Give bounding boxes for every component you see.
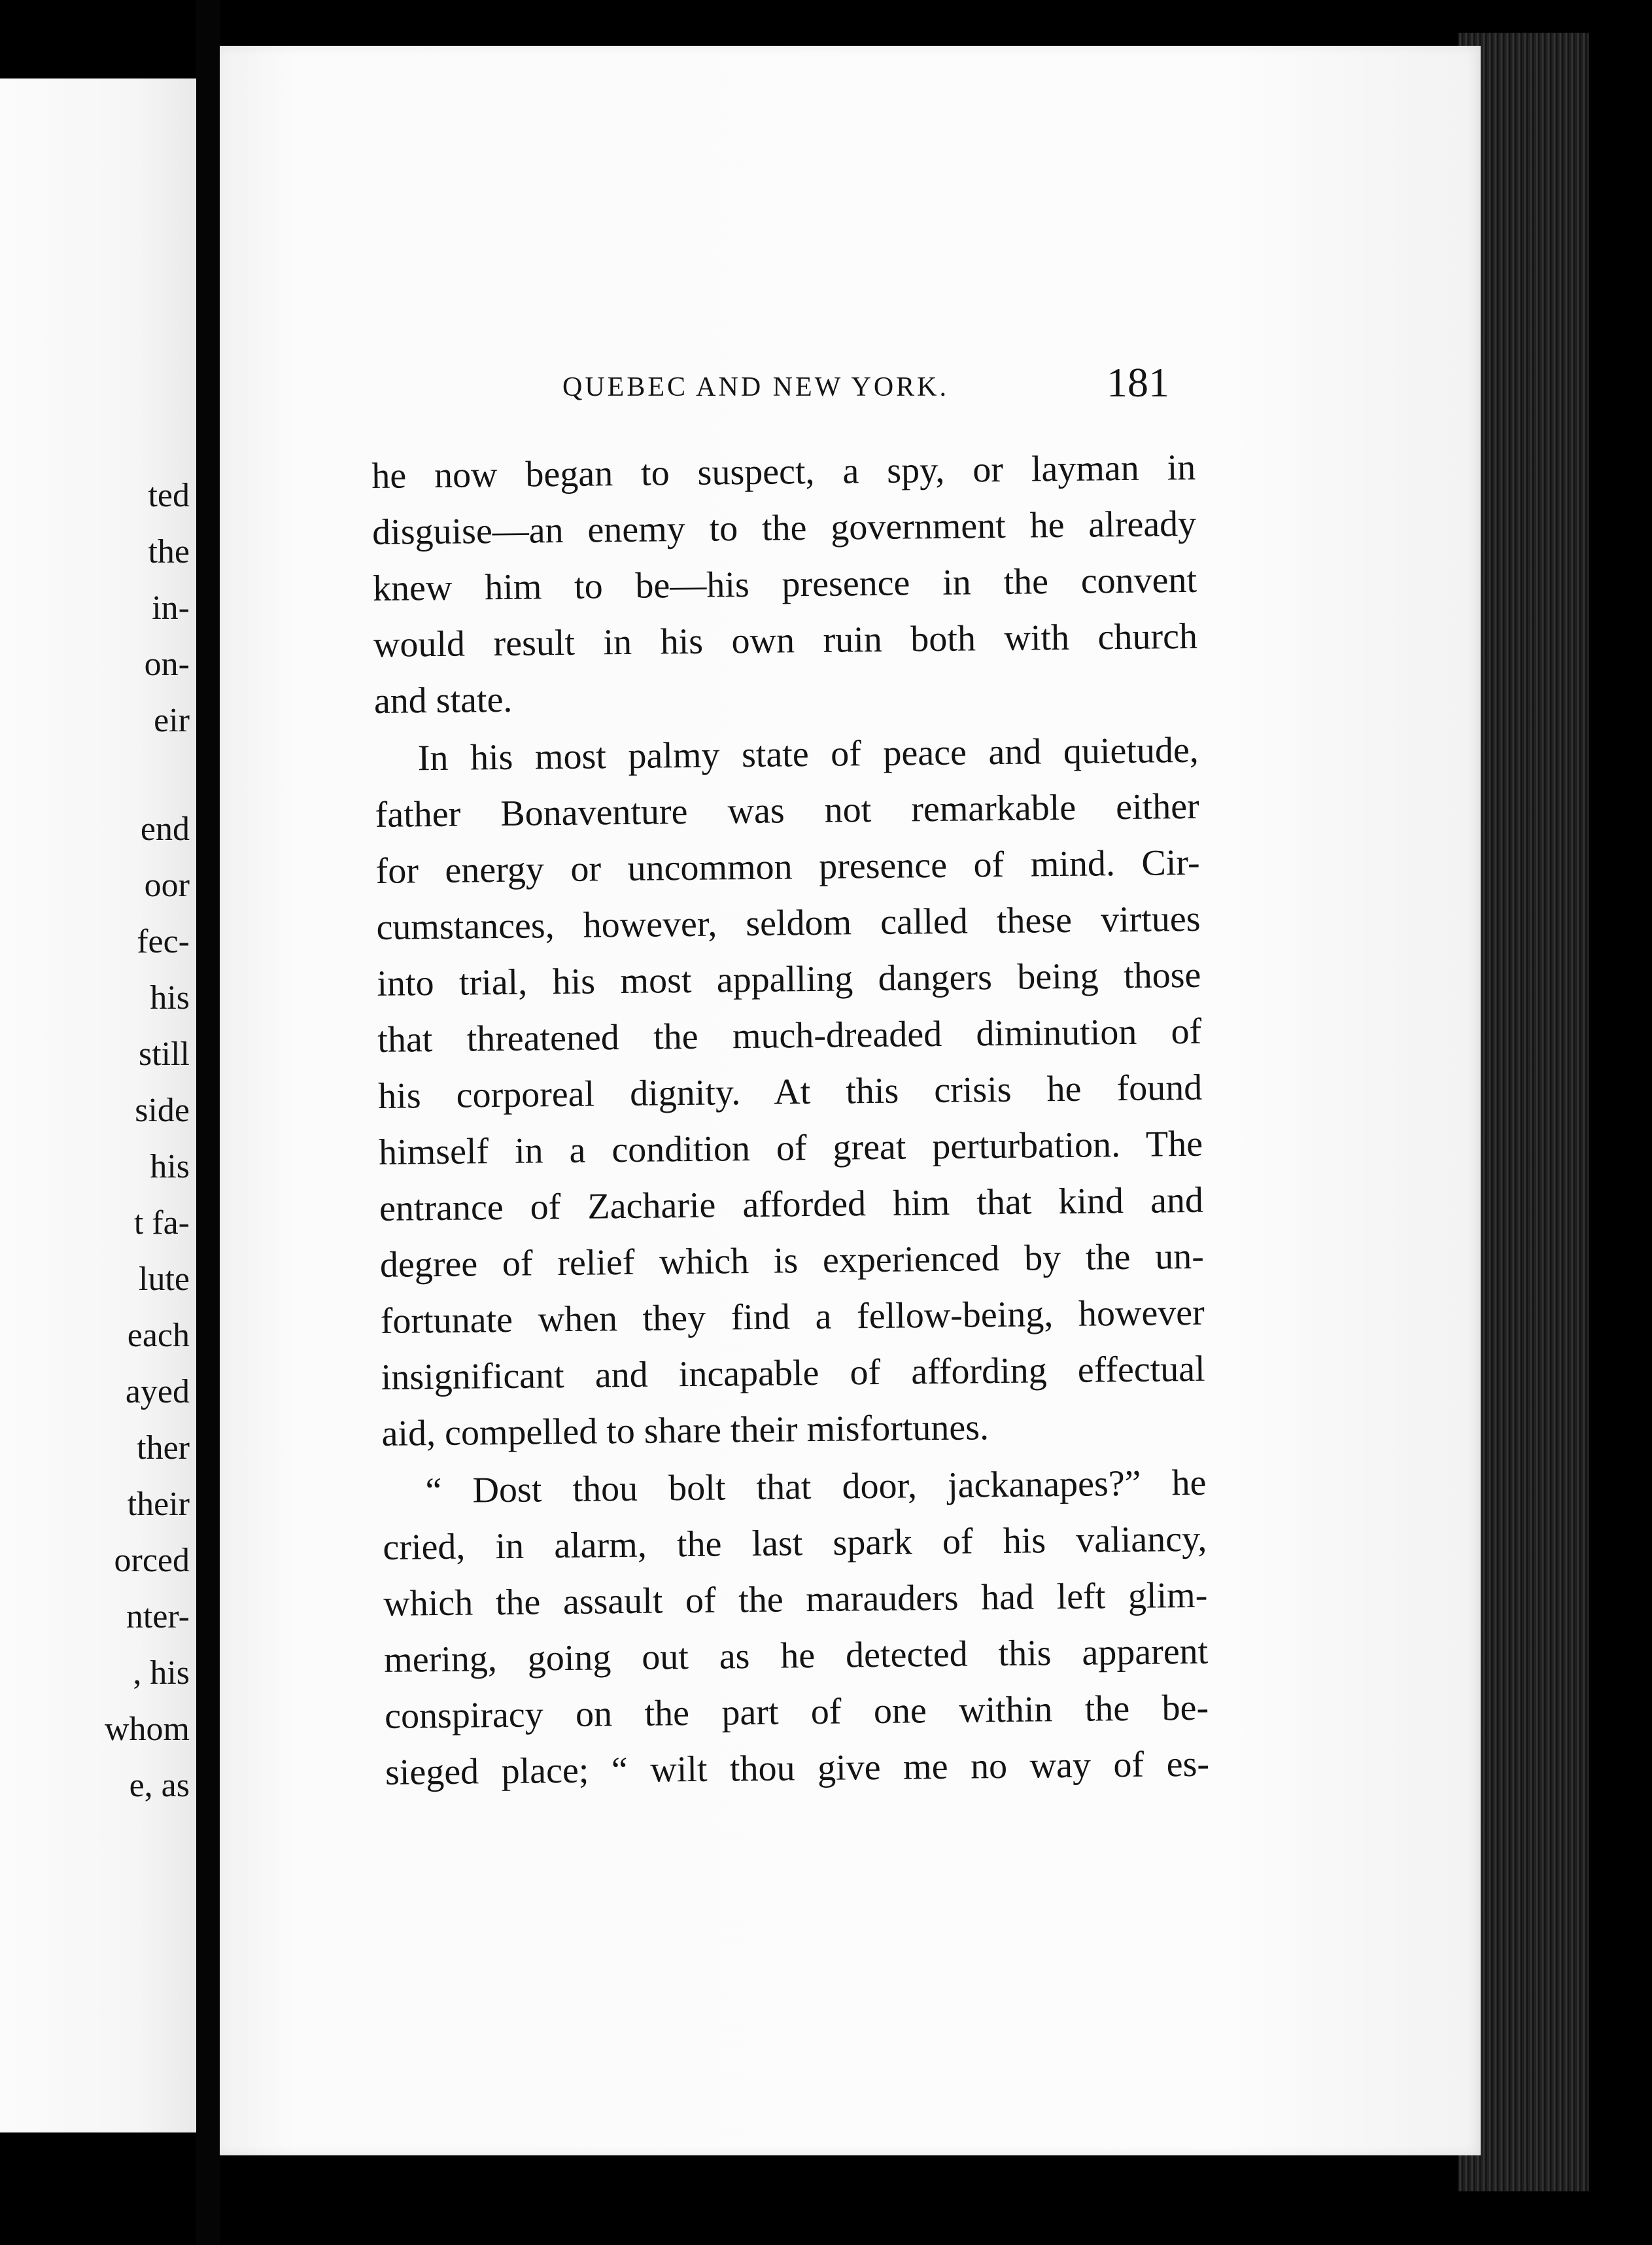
text-line: sieged place; “ wilt thou give me no way of es- — [385, 1743, 1210, 1793]
left-fragment: in- — [152, 589, 190, 627]
text-line: which the assault of the marauders had left glim- — [383, 1575, 1208, 1624]
text-line: himself in a condition of great perturbation. The — [378, 1123, 1203, 1173]
running-head: QUEBEC AND NEW YORK. — [562, 372, 949, 402]
left-fragment: , his — [133, 1654, 190, 1692]
left-fragment: the — [148, 533, 190, 570]
text-line: fortunate when they find a fellow-being, however — [380, 1292, 1205, 1342]
left-fragment: ted — [148, 477, 190, 514]
text-line: that threatened the much-dreaded diminution of — [377, 1011, 1202, 1060]
left-fragment: on- — [144, 646, 190, 683]
text-line: cried, in alarm, the last spark of his valiancy, — [383, 1518, 1207, 1568]
paragraph-first-line: In his most palmy state of peace and quietude, — [417, 729, 1199, 779]
book-gutter — [196, 0, 220, 2245]
left-fragment: side — [135, 1092, 190, 1129]
left-fragment: e, as — [129, 1767, 190, 1804]
text-line: mering, going out as he detected this apparent — [383, 1631, 1209, 1680]
left-fragment: oor — [144, 867, 190, 904]
left-fragment: fec- — [137, 923, 190, 960]
text-line: would result in his own ruin both with church — [373, 616, 1198, 665]
page-number: 181 — [1107, 359, 1169, 406]
text-line: knew him to be—his presence in the convent — [372, 559, 1197, 609]
text-line: into trial, his most appalling dangers being those — [377, 954, 1201, 1004]
left-fragment: still — [138, 1035, 190, 1073]
text-line: his corporeal dignity. At this crisis he found — [377, 1067, 1203, 1117]
left-fragment: each — [127, 1317, 190, 1354]
text-line: father Bonaventure was not remarkable either — [375, 786, 1199, 835]
left-fragment: end — [140, 810, 190, 848]
left-fragment: t fa- — [133, 1204, 190, 1242]
paragraph-first-line: “ Dost thou bolt that door, jackanapes?” he — [425, 1462, 1207, 1512]
text-line: degree of relief which is experienced by the un- — [379, 1236, 1205, 1285]
text-line: conspiracy on the part of one within the be- — [384, 1687, 1209, 1737]
text-line: insignificant and incapable of affording effectual — [381, 1348, 1205, 1398]
left-fragment: his — [150, 1148, 190, 1185]
left-fragment: nter- — [126, 1598, 190, 1635]
left-fragment: ayed — [125, 1373, 190, 1410]
left-fragment: eir — [154, 702, 190, 739]
text-line: for energy or uncommon presence of mind. Cir- — [375, 842, 1200, 892]
text-line: aid, compelled to share their misfortunes. — [381, 1407, 989, 1454]
text-line: disguise—an enemy to the government he already — [371, 503, 1197, 553]
left-fragment: orced — [114, 1542, 190, 1579]
text-line: he now began to suspect, a spy, or layman in — [371, 447, 1196, 496]
left-page — [0, 78, 196, 2132]
text-line: entrance of Zacharie afforded him that kind and — [379, 1179, 1204, 1229]
left-fragment: lute — [139, 1261, 190, 1298]
left-fragment: ther — [137, 1429, 190, 1467]
left-fragment: whom — [105, 1711, 190, 1748]
left-fragment: his — [150, 979, 190, 1017]
left-fragment: their — [127, 1486, 190, 1523]
text-line: and state. — [373, 679, 513, 722]
text-line: cumstances, however, seldom called these virtues — [376, 898, 1201, 948]
